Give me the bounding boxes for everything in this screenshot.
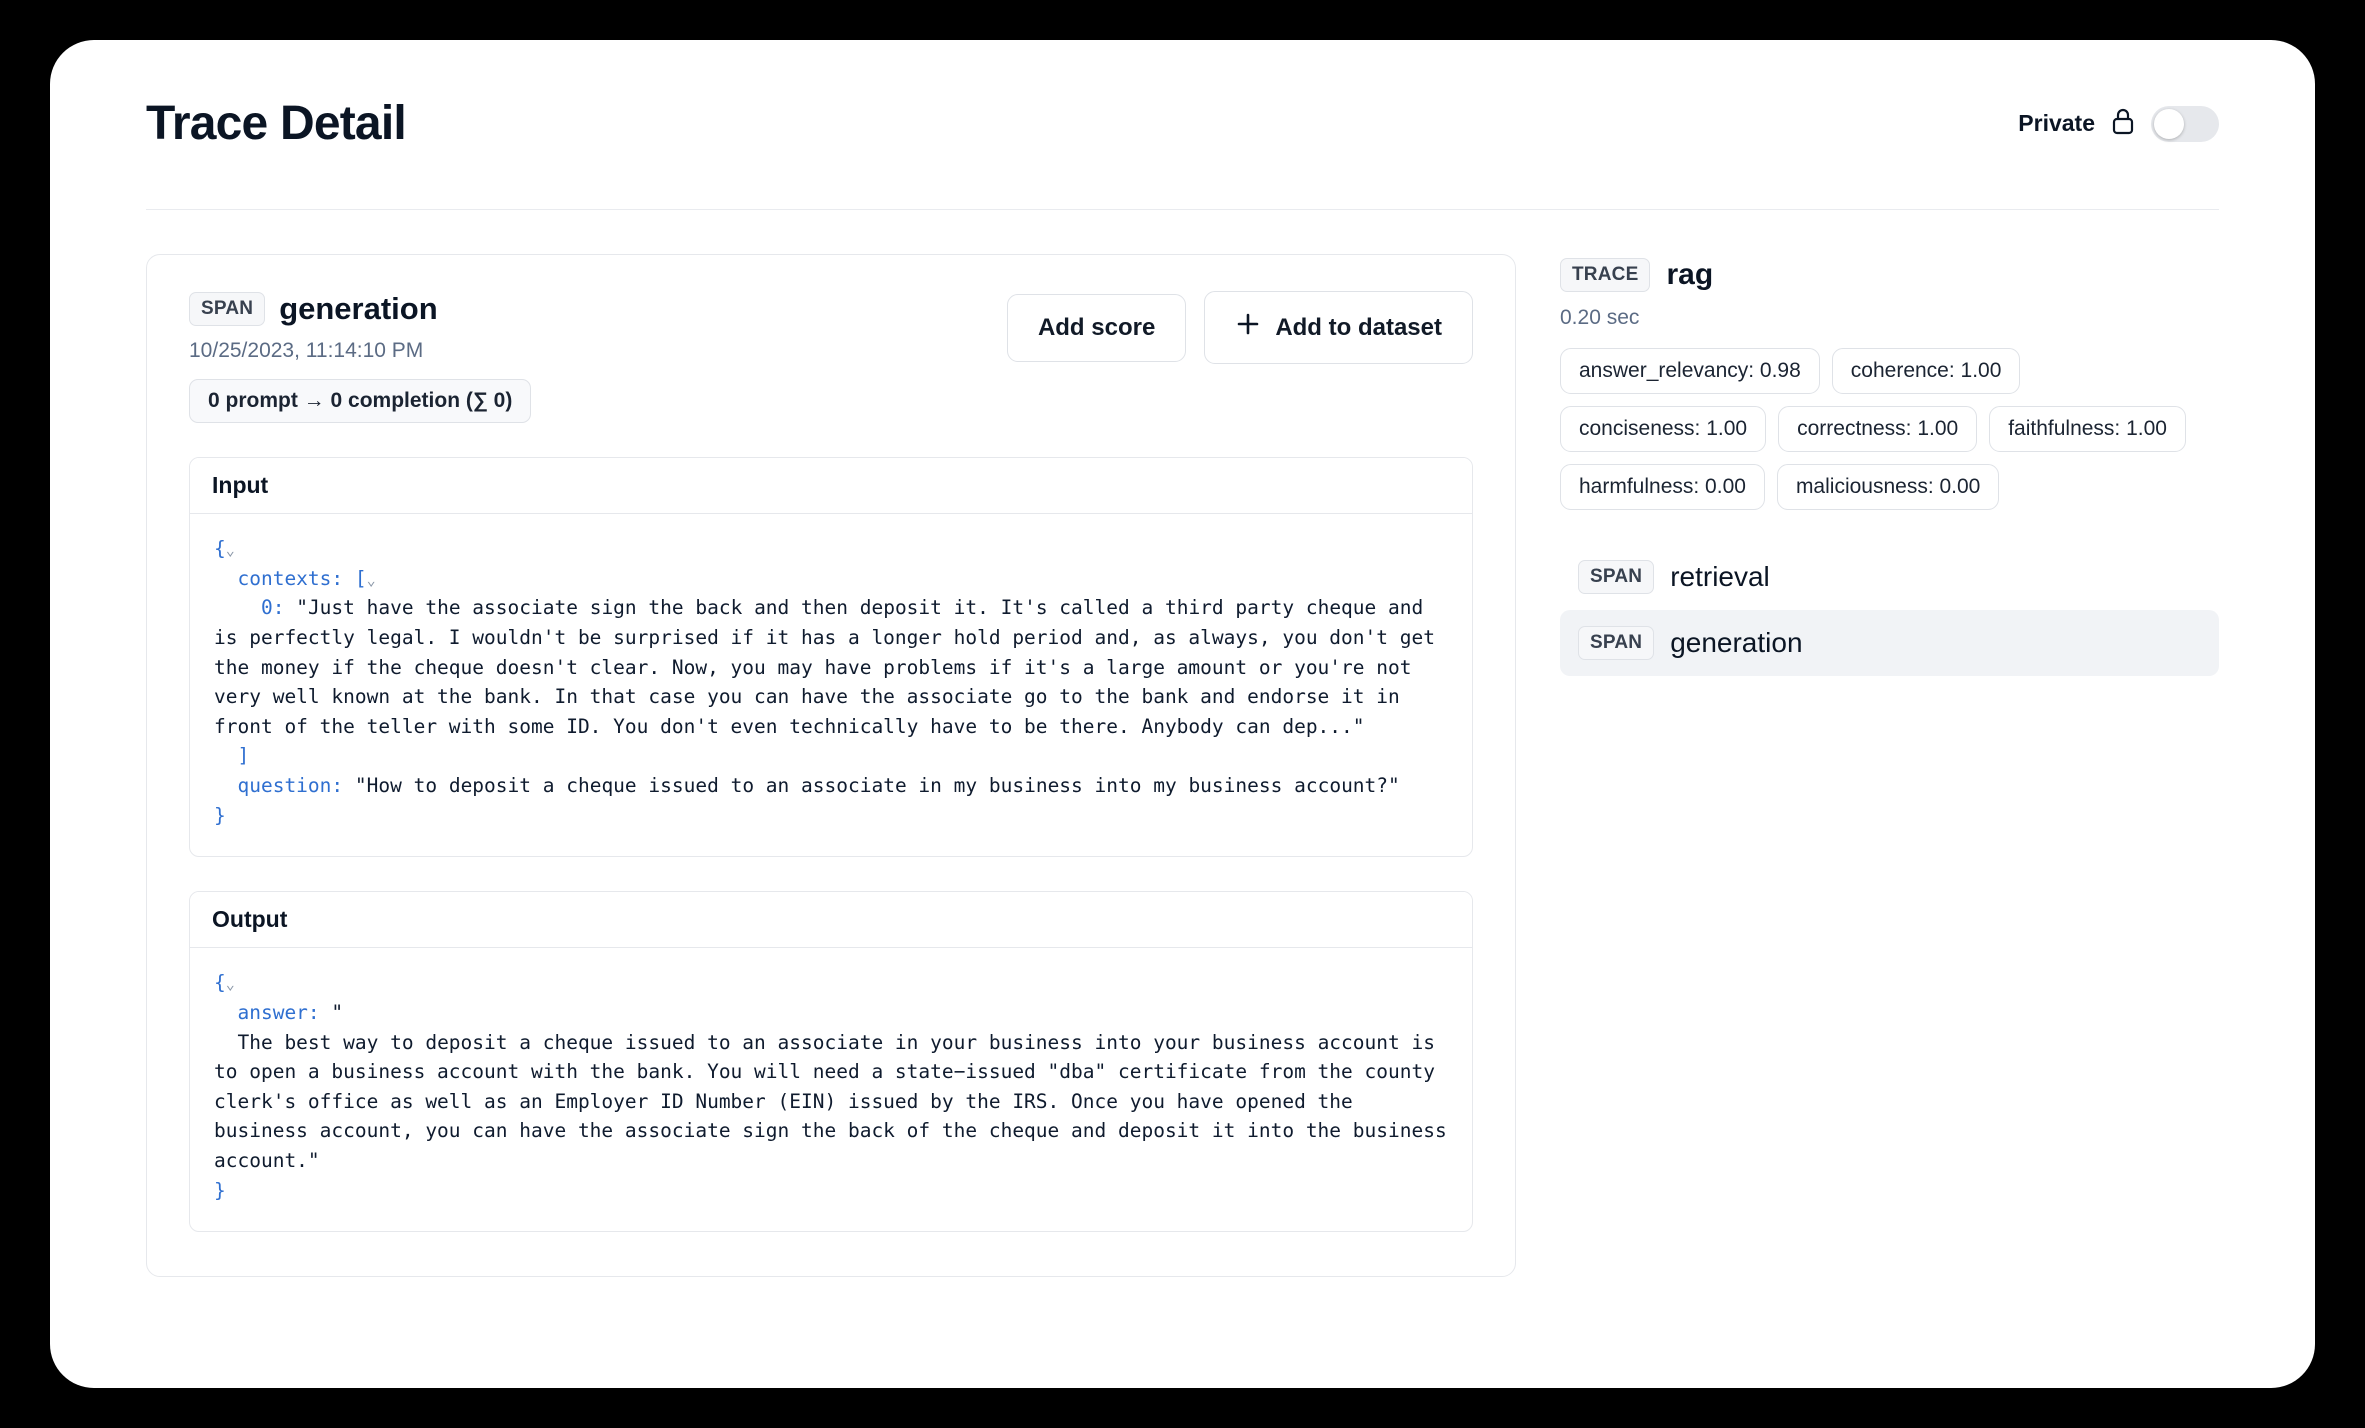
- trace-name: rag: [1666, 258, 1714, 291]
- score-chip: answer_relevancy: 0.98: [1560, 348, 1820, 394]
- input-key-question: question:: [237, 774, 344, 797]
- span-tree-item-retrieval[interactable]: [1560, 544, 2219, 610]
- add-to-dataset-button[interactable]: [1204, 291, 1473, 364]
- input-key-contexts: contexts:: [237, 566, 344, 590]
- span-detail-header: [189, 291, 1473, 423]
- span-detail-card: [146, 254, 1516, 1277]
- trace-sidebar: [1560, 254, 2219, 1277]
- score-chip: conciseness: 1.00: [1560, 406, 1766, 452]
- private-toggle[interactable]: [2151, 106, 2219, 142]
- private-toggle-group: [2018, 106, 2219, 142]
- span-tree-item-label: retrieval: [1670, 561, 1770, 592]
- input-context-text: "Just have the associate sign the back and then deposit it. It's called a third party cheque and is perfectly legal. I wouldn't be surprised if it has a longer hold period and, as always, you don't get the money if the cheque doesn't clear. Now, you may have problems if it's a large amount or you're not very well known at the bank. In that case you can have the associate go to the bank and endorse it in front of the teller with some ID. You don't even technically have to be there. Anybody can dep...": [214, 596, 1447, 738]
- output-key-answer: answer:: [237, 1000, 320, 1024]
- lock-icon: [2111, 107, 2135, 140]
- private-label: Private: [2018, 110, 2095, 136]
- score-chip: maliciousness: 0.00: [1777, 464, 1999, 510]
- input-block: [189, 457, 1473, 857]
- page-title: Trace Detail: [146, 97, 406, 150]
- output-open-brace: {: [214, 971, 226, 995]
- span-badge: SPAN: [1578, 626, 1654, 660]
- span-tree: [1560, 544, 2219, 676]
- input-close-brace: }: [214, 803, 226, 827]
- span-timestamp: 10/25/2023, 11:14:10 PM: [189, 339, 424, 362]
- span-type-badge: SPAN: [189, 292, 265, 326]
- add-to-dataset-label: Add to dataset: [1275, 313, 1442, 341]
- score-chip: correctness: 1.00: [1778, 406, 1977, 452]
- span-actions: [1007, 291, 1473, 364]
- output-title: Output: [190, 892, 1472, 948]
- input-title: Input: [190, 458, 1472, 514]
- token-usage-badge: 0 prompt → 0 completion (∑ 0): [189, 379, 531, 423]
- app-window: [50, 40, 2315, 1388]
- page-container: [50, 40, 2315, 1277]
- input-json[interactable]: [190, 514, 1472, 856]
- content-area: [146, 210, 2219, 1277]
- output-answer-text: The best way to deposit a cheque issued to an associate in your business into your business account is to open a business account with the bank. You will need a state−issued "dba" certificate from the county clerk's office as well as an Employer ID Number (EIN) issued by the IRS. Once you have opened the business account, you can have the associate sign the back of the cheque and deposit it into the business account.": [214, 1030, 1459, 1172]
- input-open-brace: {: [214, 537, 226, 560]
- collapse-caret-icon-2[interactable]: ⌄: [366, 570, 376, 589]
- span-name: generation: [279, 291, 438, 326]
- trace-badge: TRACE: [1560, 258, 1650, 292]
- span-tree-item-generation[interactable]: [1560, 610, 2219, 676]
- add-score-label: Add score: [1037, 313, 1156, 341]
- input-index-0: 0:: [260, 596, 285, 620]
- trace-duration: 0.20 sec: [1560, 306, 1640, 329]
- input-question-text: "How to deposit a cheque issued to an associate in my business into my business account?": [354, 774, 1400, 797]
- span-badge: SPAN: [1578, 560, 1654, 594]
- input-close-bracket: ]: [237, 744, 250, 768]
- score-chip: faithfulness: 1.00: [1989, 406, 2186, 452]
- span-detail-meta: [189, 291, 531, 423]
- output-json[interactable]: [190, 948, 1472, 1231]
- add-score-button[interactable]: [1007, 294, 1186, 362]
- span-title-row: [189, 291, 531, 327]
- output-close-brace: }: [214, 1178, 226, 1202]
- span-tree-item-label: generation: [1670, 627, 1803, 658]
- input-open-bracket: [: [354, 566, 367, 590]
- collapse-caret-icon[interactable]: ⌄: [225, 541, 235, 559]
- output-block: [189, 891, 1473, 1232]
- score-chip: coherence: 1.00: [1832, 348, 2021, 394]
- trace-header: [1560, 258, 2219, 292]
- output-quote: ": [331, 1000, 344, 1024]
- top-bar: [146, 96, 2219, 209]
- score-chip: harmfulness: 0.00: [1560, 464, 1765, 510]
- collapse-caret-icon-3[interactable]: ⌄: [225, 975, 235, 994]
- plus-icon: [1235, 311, 1261, 344]
- score-chip-list: [1560, 348, 2219, 510]
